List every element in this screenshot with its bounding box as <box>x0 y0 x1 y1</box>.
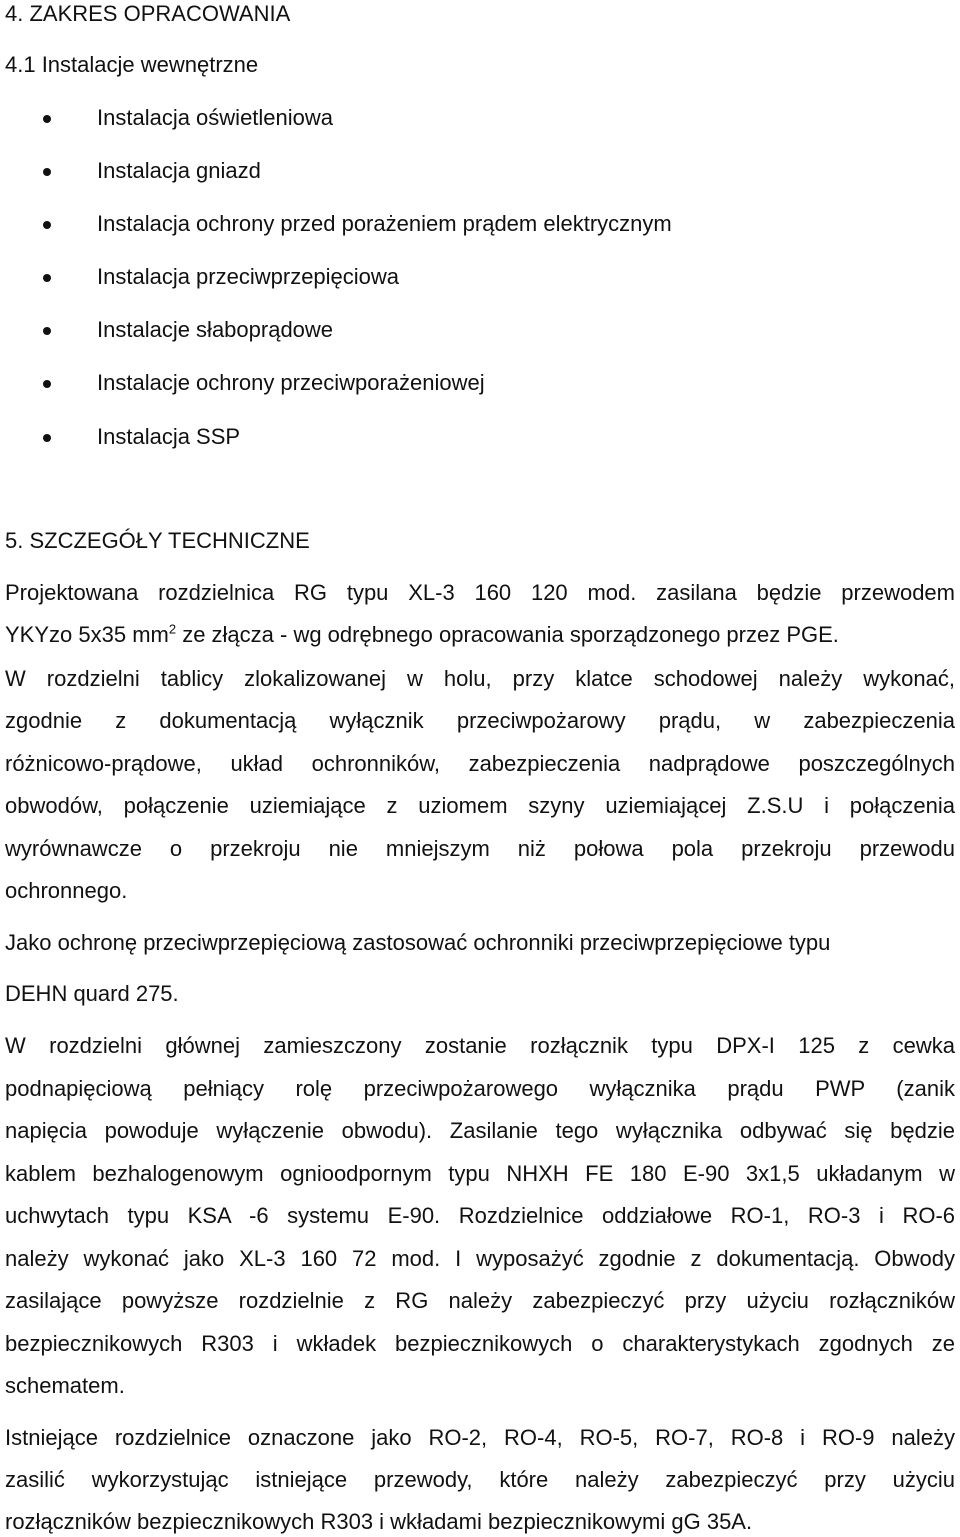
bullet-icon <box>43 168 51 176</box>
bullet-icon <box>43 380 51 388</box>
bullet-icon <box>43 327 51 335</box>
bullet-icon <box>43 434 51 442</box>
text-line <box>5 622 839 648</box>
text-line: Jako ochronę przeciwprzepięciową zastosować ochronniki przeciwprzepięciowe typu <box>5 930 831 955</box>
text-fragment: ze złącza - wg odrębnego opracowania sporządzonego przez PGE. <box>176 622 839 647</box>
list-item-text: Instalacja ochrony przed porażeniem prądem elektrycznym <box>97 211 672 236</box>
list-item-text: Instalacja oświetleniowa <box>97 105 334 130</box>
text-line: bezpiecznikowych R303 i wkładek bezpiecznikowych o charakterystykach zgodnych ze <box>5 1331 955 1356</box>
bullet-icon <box>43 115 51 123</box>
superscript: 2 <box>168 621 177 637</box>
text-line: zasilające powyższe rozdzielnie z RG należy zabezpieczyć przy użyciu rozłączników <box>5 1288 955 1313</box>
list-item-text: Instalacja SSP <box>97 424 241 449</box>
text-line: podnapięciową pełniący rolę przeciwpożarowego wyłącznika prądu PWP (zanik <box>5 1076 955 1101</box>
section-5-heading: 5. SZCZEGÓŁY TECHNICZNE <box>5 528 310 553</box>
text-line: zgodnie z dokumentacją wyłącznik przeciwpożarowy prądu, w zabezpieczenia <box>5 708 955 733</box>
text-line: DEHN quard 275. <box>5 981 179 1006</box>
text-line: różnicowo-prądowe, układ ochronników, zabezpieczenia nadprądowe poszczególnych <box>5 751 955 776</box>
list-item <box>0 424 960 450</box>
text-line: Projektowana rozdzielnica RG typu XL-3 160 120 mod. zasilana będzie przewodem <box>5 580 955 605</box>
list-item-text: Instalacje ochrony przeciwporażeniowej <box>97 370 485 395</box>
text-fragment: YKYzo 5x35 mm <box>5 622 169 647</box>
text-line: schematem. <box>5 1373 125 1398</box>
text-line: ochronnego. <box>5 878 128 903</box>
list-item <box>0 317 960 343</box>
list-item-text: Instalacje słaboprądowe <box>97 317 334 342</box>
list-item-text: Instalacja gniazd <box>97 158 261 183</box>
section-4-1-heading: 4.1 Instalacje wewnętrzne <box>5 52 259 77</box>
list-item <box>0 211 960 237</box>
text-line: kablem bezhalogenowym ognioodpornym typu NHXH FE 180 E-90 3x1,5 układanym w <box>5 1161 955 1186</box>
bullet-icon <box>43 221 51 229</box>
text-line: napięcia powoduje wyłączenie obwodu). Zasilanie tego wyłącznika odbywać się będzie <box>5 1118 955 1143</box>
bullet-icon <box>43 274 51 282</box>
list-item <box>0 105 960 131</box>
text-line: rozłączników bezpiecznikowych R303 i wkładami bezpiecznikowymi gG 35A. <box>5 1509 753 1534</box>
list-item <box>0 370 960 396</box>
text-line: W rozdzielni tablicy zlokalizowanej w holu, przy klatce schodowej należy wykonać, <box>5 666 955 691</box>
text-line: wyrównawcze o przekroju nie mniejszym niż połowa pola przekroju przewodu <box>5 836 955 861</box>
text-line: obwodów, połączenie uziemiające z uziomem szyny uziemiającej Z.S.U i połączenia <box>5 793 955 818</box>
list-item <box>0 158 960 184</box>
text-line: uchwytach typu KSA -6 systemu E-90. Rozdzielnice oddziałowe RO-1, RO-3 i RO-6 <box>5 1203 955 1228</box>
list-item-text: Instalacja przeciwprzepięciowa <box>97 264 400 289</box>
text-line: należy wykonać jako XL-3 160 72 mod. I wyposażyć zgodnie z dokumentacją. Obwody <box>5 1246 955 1271</box>
text-line: zasilić wykorzystując istniejące przewody, które należy zabezpieczyć przy użyciu <box>5 1467 955 1492</box>
list-item <box>0 264 960 290</box>
text-line: W rozdzielni głównej zamieszczony zostanie rozłącznik typu DPX-I 125 z cewka <box>5 1033 955 1058</box>
section-4-heading: 4. ZAKRES OPRACOWANIA <box>5 1 291 26</box>
text-line: Istniejące rozdzielnice oznaczone jako RO-2, RO-4, RO-5, RO-7, RO-8 i RO-9 należy <box>5 1425 955 1450</box>
